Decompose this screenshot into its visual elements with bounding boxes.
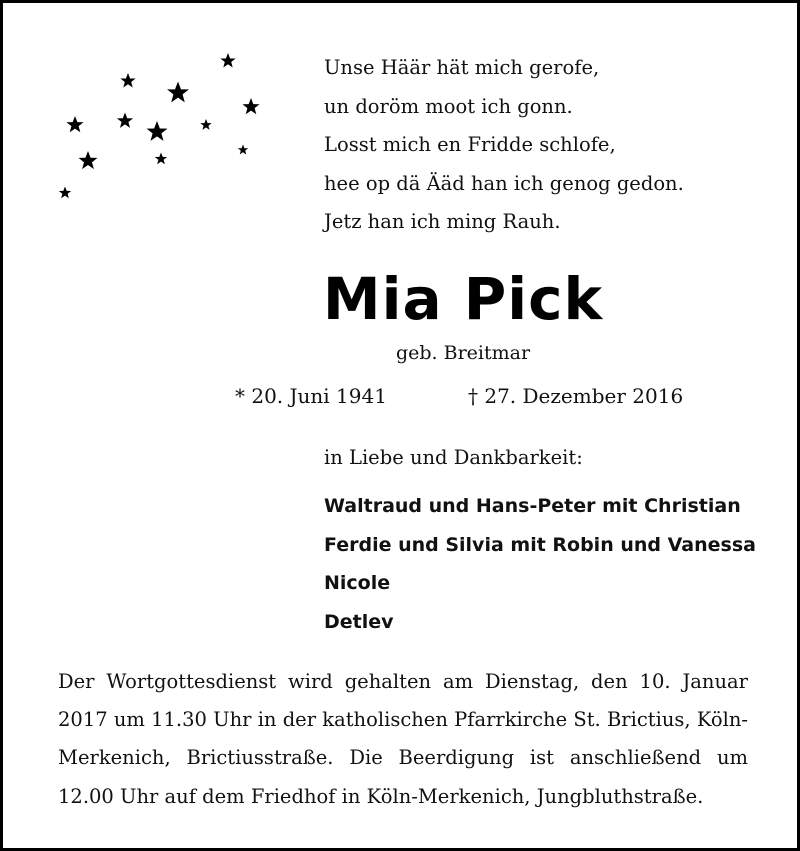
poem-line: Losst mich en Fridde schlofe, <box>324 133 616 156</box>
mourners-intro: in Liebe und Dankbarkeit: <box>324 446 583 469</box>
poem-line: Unse Häär hät mich gerofe, <box>324 56 600 79</box>
mourner-name: Detlev <box>324 610 394 633</box>
service-info: Der Wortgottesdienst wird gehalten am Dienstag, den 10. Januar 2017 um 11.30 Uhr in der katholischen Pfarrkirche St. Brictius, Köln-Merkenich, Brictiusstraße. Die Beerdigung ist anschließend um 12.00 Uhr auf dem Friedhof in Köln-Merkenich, Jungbluthstraße. <box>58 670 748 808</box>
death-date: † 27. Dezember 2016 <box>468 384 684 408</box>
stars-icon <box>43 43 283 213</box>
mourner-name: Ferdie und Silvia mit Robin und Vanessa <box>324 533 756 556</box>
poem-line: un doröm moot ich gonn. <box>324 94 573 118</box>
poem-line: Jetz han ich ming Rauh. <box>324 210 561 233</box>
deceased-name: Mia Pick <box>322 265 604 333</box>
poem-line: hee op dä Ääd han ich genog gedon. <box>324 171 684 195</box>
mourner-name: Waltraud und Hans-Peter mit Christian <box>324 495 741 517</box>
mourner-name: Nicole <box>324 572 391 594</box>
born-name: geb. Breitmar <box>395 342 531 364</box>
poem <box>324 49 684 242</box>
birth-date: * 20. Juni 1941 <box>235 384 387 408</box>
mourners-list <box>324 487 756 641</box>
